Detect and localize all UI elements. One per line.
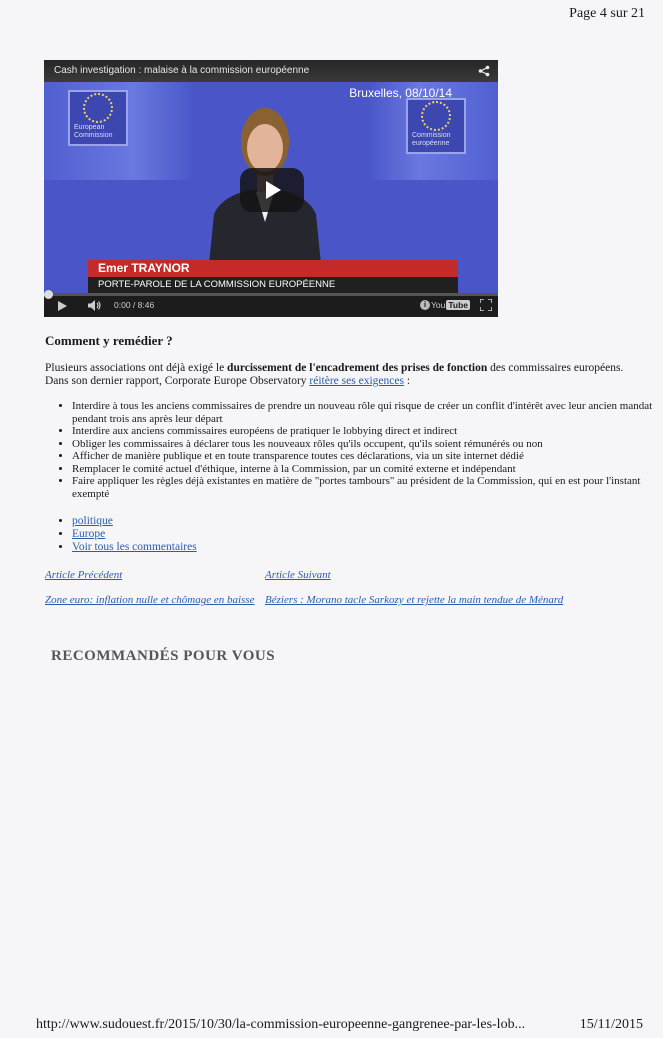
play-button[interactable] — [240, 168, 304, 212]
video-controls — [44, 293, 498, 317]
play-icon — [266, 181, 281, 199]
youtube-logo-tube: Tube — [448, 300, 468, 310]
tag-link-politique[interactable]: politique — [72, 515, 113, 527]
view-comments-link[interactable]: Voir tous les commentaires — [72, 541, 197, 553]
intro-paragraph — [45, 362, 635, 388]
video-title-bar — [44, 60, 498, 82]
speaker-name: Emer TRAYNOR — [98, 261, 190, 275]
intro-text-1: Plusieurs associations ont déjà exigé le — [45, 362, 228, 374]
intro-link[interactable]: réitère ses exigences — [309, 375, 404, 387]
fullscreen-icon[interactable] — [480, 299, 492, 311]
video-location-date: Bruxelles, 08/10/14 — [349, 86, 452, 100]
footer-date: 15/11/2015 — [579, 1017, 643, 1032]
eu-stars-icon — [83, 93, 113, 123]
list-item: • Remplacer le comité actuel d'éthique, interne à la Commission, par un comité externe et indépendant — [72, 463, 663, 476]
page-number: Page 4 sur 21 — [569, 6, 645, 21]
intro-text-3: : — [403, 375, 411, 387]
tag-item — [72, 515, 197, 528]
flag-right-text: Commission européenne — [412, 132, 451, 147]
tag-item — [72, 541, 197, 554]
play-control-icon[interactable] — [58, 301, 67, 311]
next-article-link[interactable]: Béziers : Morano tacle Sarkozy et rejette la main tendue de Ménard — [265, 594, 564, 606]
intro-text-2: des commissaires européens. Dans son dernier rapport, Corporate Europe Observatory — [45, 362, 624, 387]
list-item: • Faire appliquer les règles déjà existantes en matière de "portes tambours" au président de la Commission, qui en est pour l'instant exempté — [72, 475, 663, 500]
eu-stars-icon — [421, 101, 451, 131]
next-article-label[interactable]: Article Suivant — [265, 569, 331, 581]
tag-links — [45, 515, 197, 554]
flag-left-text: European Commission — [74, 124, 113, 139]
tag-item — [72, 528, 197, 541]
speaker-name-bar — [88, 260, 458, 277]
recommended-heading: RECOMMANDÉS POUR VOUS — [51, 648, 276, 664]
intro-bold-text: durcissement de l'encadrement des prises de fonction — [227, 362, 488, 374]
video-time: 0:00 / 8:46 — [114, 300, 155, 310]
youtube-logo[interactable] — [431, 300, 470, 310]
volume-icon[interactable] — [88, 300, 102, 311]
footer-url: http://www.sudouest.fr/2015/10/30/la-commission-europeenne-gangrenee-par-les-lob... — [36, 1017, 526, 1032]
list-item: • Afficher de manière publique et en toute transparence toutes ces déclarations, via un site internet dédié — [72, 450, 663, 463]
share-icon[interactable] — [478, 65, 490, 77]
previous-article-label[interactable]: Article Précédent — [45, 569, 123, 581]
youtube-logo-you: You — [430, 300, 446, 310]
eu-flag-left — [68, 90, 128, 146]
speaker-role: PORTE-PAROLE DE LA COMMISSION EUROPÉENNE — [98, 279, 336, 290]
previous-article-link[interactable]: Zone euro: inflation nulle et chômage en baisse — [45, 594, 255, 606]
video-player[interactable] — [44, 60, 498, 317]
list-item: • Interdire aux anciens commissaires européens de pratiquer le lobbying direct et indirect — [72, 425, 663, 438]
tag-link-europe[interactable]: Europe — [72, 528, 106, 540]
list-item: • Obliger les commissaires à déclarer tous les nouveaux rôles qu'ils occupent, qu'ils soient rémunérés ou non — [72, 438, 663, 451]
video-title[interactable]: Cash investigation : malaise à la commission européenne — [54, 65, 310, 76]
scrubber-handle[interactable] — [44, 290, 53, 299]
section-heading: Comment y remédier ? — [45, 333, 173, 348]
list-item: • Interdire à tous les anciens commissaires de prendre un nouveau rôle qui risque de créer un conflit d'intérêt avec leur ancien mandat pendant trois ans après leur départ — [72, 400, 663, 425]
info-icon[interactable]: i — [420, 300, 430, 310]
progress-bar[interactable] — [44, 293, 498, 296]
eu-flag-right — [406, 98, 466, 154]
speaker-role-bar — [88, 277, 458, 293]
demands-list — [45, 400, 663, 500]
